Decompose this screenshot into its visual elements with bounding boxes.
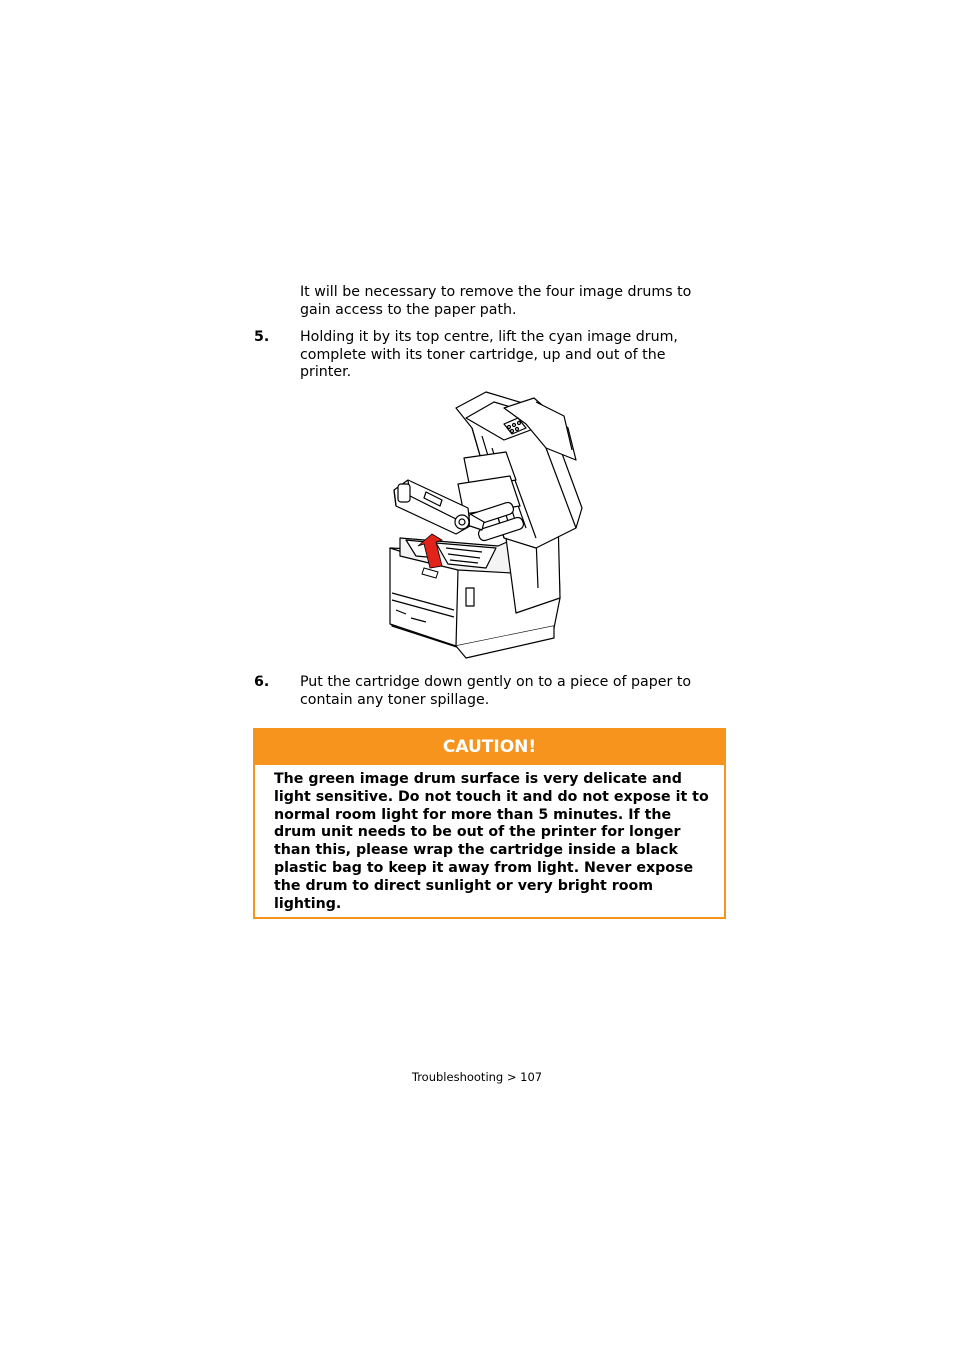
printer-illustration [386,388,592,662]
caution-text: The green image drum surface is very delicate and light sensitive. Do not touch it and do not expose it to normal room light for more than 5 minutes. If the drum unit needs to be out of the printer for longer than this, please wrap the cartridge inside a black plastic bag to keep it away from light. Never expose the drum to direct sunlight or very bright room lighting. [274,771,709,912]
step-6-number: 6. [254,674,270,690]
intro-paragraph: It will be necessary to remove the four image drums to gain access to the paper path. [300,284,692,318]
caution-box [253,728,726,919]
step-5-number: 5. [254,329,270,345]
step-5-text: Holding it by its top centre, lift the cyan image drum, complete with its toner cartridge, up and out of the printer. [300,329,678,380]
step-6-text: Put the cartridge down gently on to a piece of paper to contain any toner spillage. [300,674,692,708]
caution-title: CAUTION! [255,730,724,765]
page-footer: Troubleshooting > 107 [411,1070,543,1084]
